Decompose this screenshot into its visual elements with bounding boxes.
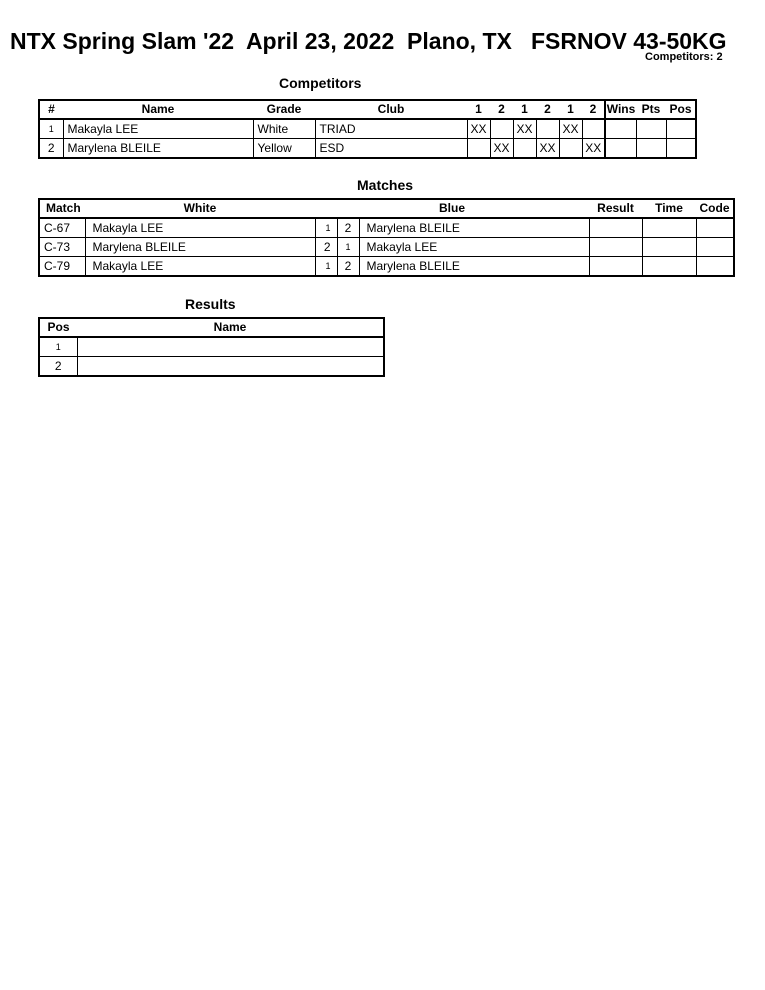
time-cell: [642, 257, 696, 277]
blue-number: 2: [337, 257, 359, 277]
col-header: 1: [559, 100, 582, 119]
competitors-table: [38, 99, 697, 159]
col-header: Name: [63, 100, 253, 119]
round-cell: XX: [582, 139, 605, 159]
competitors-count: Competitors: 2: [645, 51, 723, 63]
page-title: NTX Spring Slam '22 April 23, 2022 Plano, TX FSRNOV 43-50KG: [10, 28, 727, 54]
result-name: [77, 337, 384, 357]
round-cell: XX: [536, 139, 559, 159]
col-header: 2: [536, 100, 559, 119]
col-header: Pos: [39, 318, 77, 337]
blue-competitor: Marylena BLEILE: [359, 218, 589, 238]
col-header: Time: [642, 199, 696, 218]
round-cell: [536, 119, 559, 139]
wins-cell: [605, 139, 636, 159]
blue-competitor: Makayla LEE: [359, 238, 589, 257]
code-cell: [696, 238, 734, 257]
results-section-title: Results: [185, 296, 236, 312]
col-header: 2: [490, 100, 513, 119]
white-competitor: Makayla LEE: [85, 257, 315, 277]
table-row: [39, 337, 384, 357]
col-header: Code: [696, 199, 734, 218]
round-cell: [490, 119, 513, 139]
competitors-section-title: Competitors: [279, 75, 362, 91]
code-cell: [696, 257, 734, 277]
competitor-number: 1: [39, 119, 63, 139]
white-competitor: Makayla LEE: [85, 218, 315, 238]
col-header: Result: [589, 199, 642, 218]
round-cell: XX: [490, 139, 513, 159]
col-header: Pts: [636, 100, 666, 119]
competitor-name: Marylena BLEILE: [63, 139, 253, 159]
table-row: [39, 257, 734, 277]
table-row: [39, 238, 734, 257]
col-header: Pos: [666, 100, 696, 119]
time-cell: [642, 218, 696, 238]
competitor-club: TRIAD: [315, 119, 467, 139]
match-id: C-67: [39, 218, 85, 238]
result-name: [77, 357, 384, 377]
pos-cell: [666, 119, 696, 139]
round-cell: XX: [513, 119, 536, 139]
white-competitor: Marylena BLEILE: [85, 238, 315, 257]
time-cell: [642, 238, 696, 257]
round-cell: [513, 139, 536, 159]
match-id: C-79: [39, 257, 85, 277]
round-cell: XX: [467, 119, 490, 139]
col-header: Club: [315, 100, 467, 119]
result-position: 1: [39, 337, 77, 357]
result-position: 2: [39, 357, 77, 377]
pts-cell: [636, 139, 666, 159]
match-id: C-73: [39, 238, 85, 257]
competitor-club: ESD: [315, 139, 467, 159]
matches-table: [38, 198, 735, 277]
results-header-row: [39, 318, 384, 337]
white-number: 1: [315, 218, 337, 238]
pos-cell: [666, 139, 696, 159]
col-header: Name: [77, 318, 384, 337]
competitor-grade: Yellow: [253, 139, 315, 159]
matches-header-row: [39, 199, 734, 218]
col-header: White: [85, 199, 315, 218]
round-cell: [559, 139, 582, 159]
blue-number: 1: [337, 238, 359, 257]
round-cell: [467, 139, 490, 159]
result-cell: [589, 257, 642, 277]
competitor-number: 2: [39, 139, 63, 159]
competitor-grade: White: [253, 119, 315, 139]
result-cell: [589, 218, 642, 238]
wins-cell: [605, 119, 636, 139]
code-cell: [696, 218, 734, 238]
round-cell: [582, 119, 605, 139]
col-header: Grade: [253, 100, 315, 119]
table-row: [39, 119, 696, 139]
col-header: Wins: [605, 100, 636, 119]
col-header: 1: [467, 100, 490, 119]
white-number: 1: [315, 257, 337, 277]
matches-section-title: Matches: [357, 177, 414, 193]
table-row: [39, 139, 696, 159]
col-header: 1: [513, 100, 536, 119]
table-row: [39, 218, 734, 238]
blue-number: 2: [337, 218, 359, 238]
col-header: Blue: [315, 199, 589, 218]
col-header: Match: [39, 199, 85, 218]
results-table: [38, 317, 385, 377]
competitors-header-row: [39, 100, 696, 119]
white-number: 2: [315, 238, 337, 257]
result-cell: [589, 238, 642, 257]
table-row: [39, 357, 384, 377]
round-cell: XX: [559, 119, 582, 139]
pts-cell: [636, 119, 666, 139]
col-header: 2: [582, 100, 605, 119]
col-header: #: [39, 100, 63, 119]
blue-competitor: Marylena BLEILE: [359, 257, 589, 277]
competitor-name: Makayla LEE: [63, 119, 253, 139]
